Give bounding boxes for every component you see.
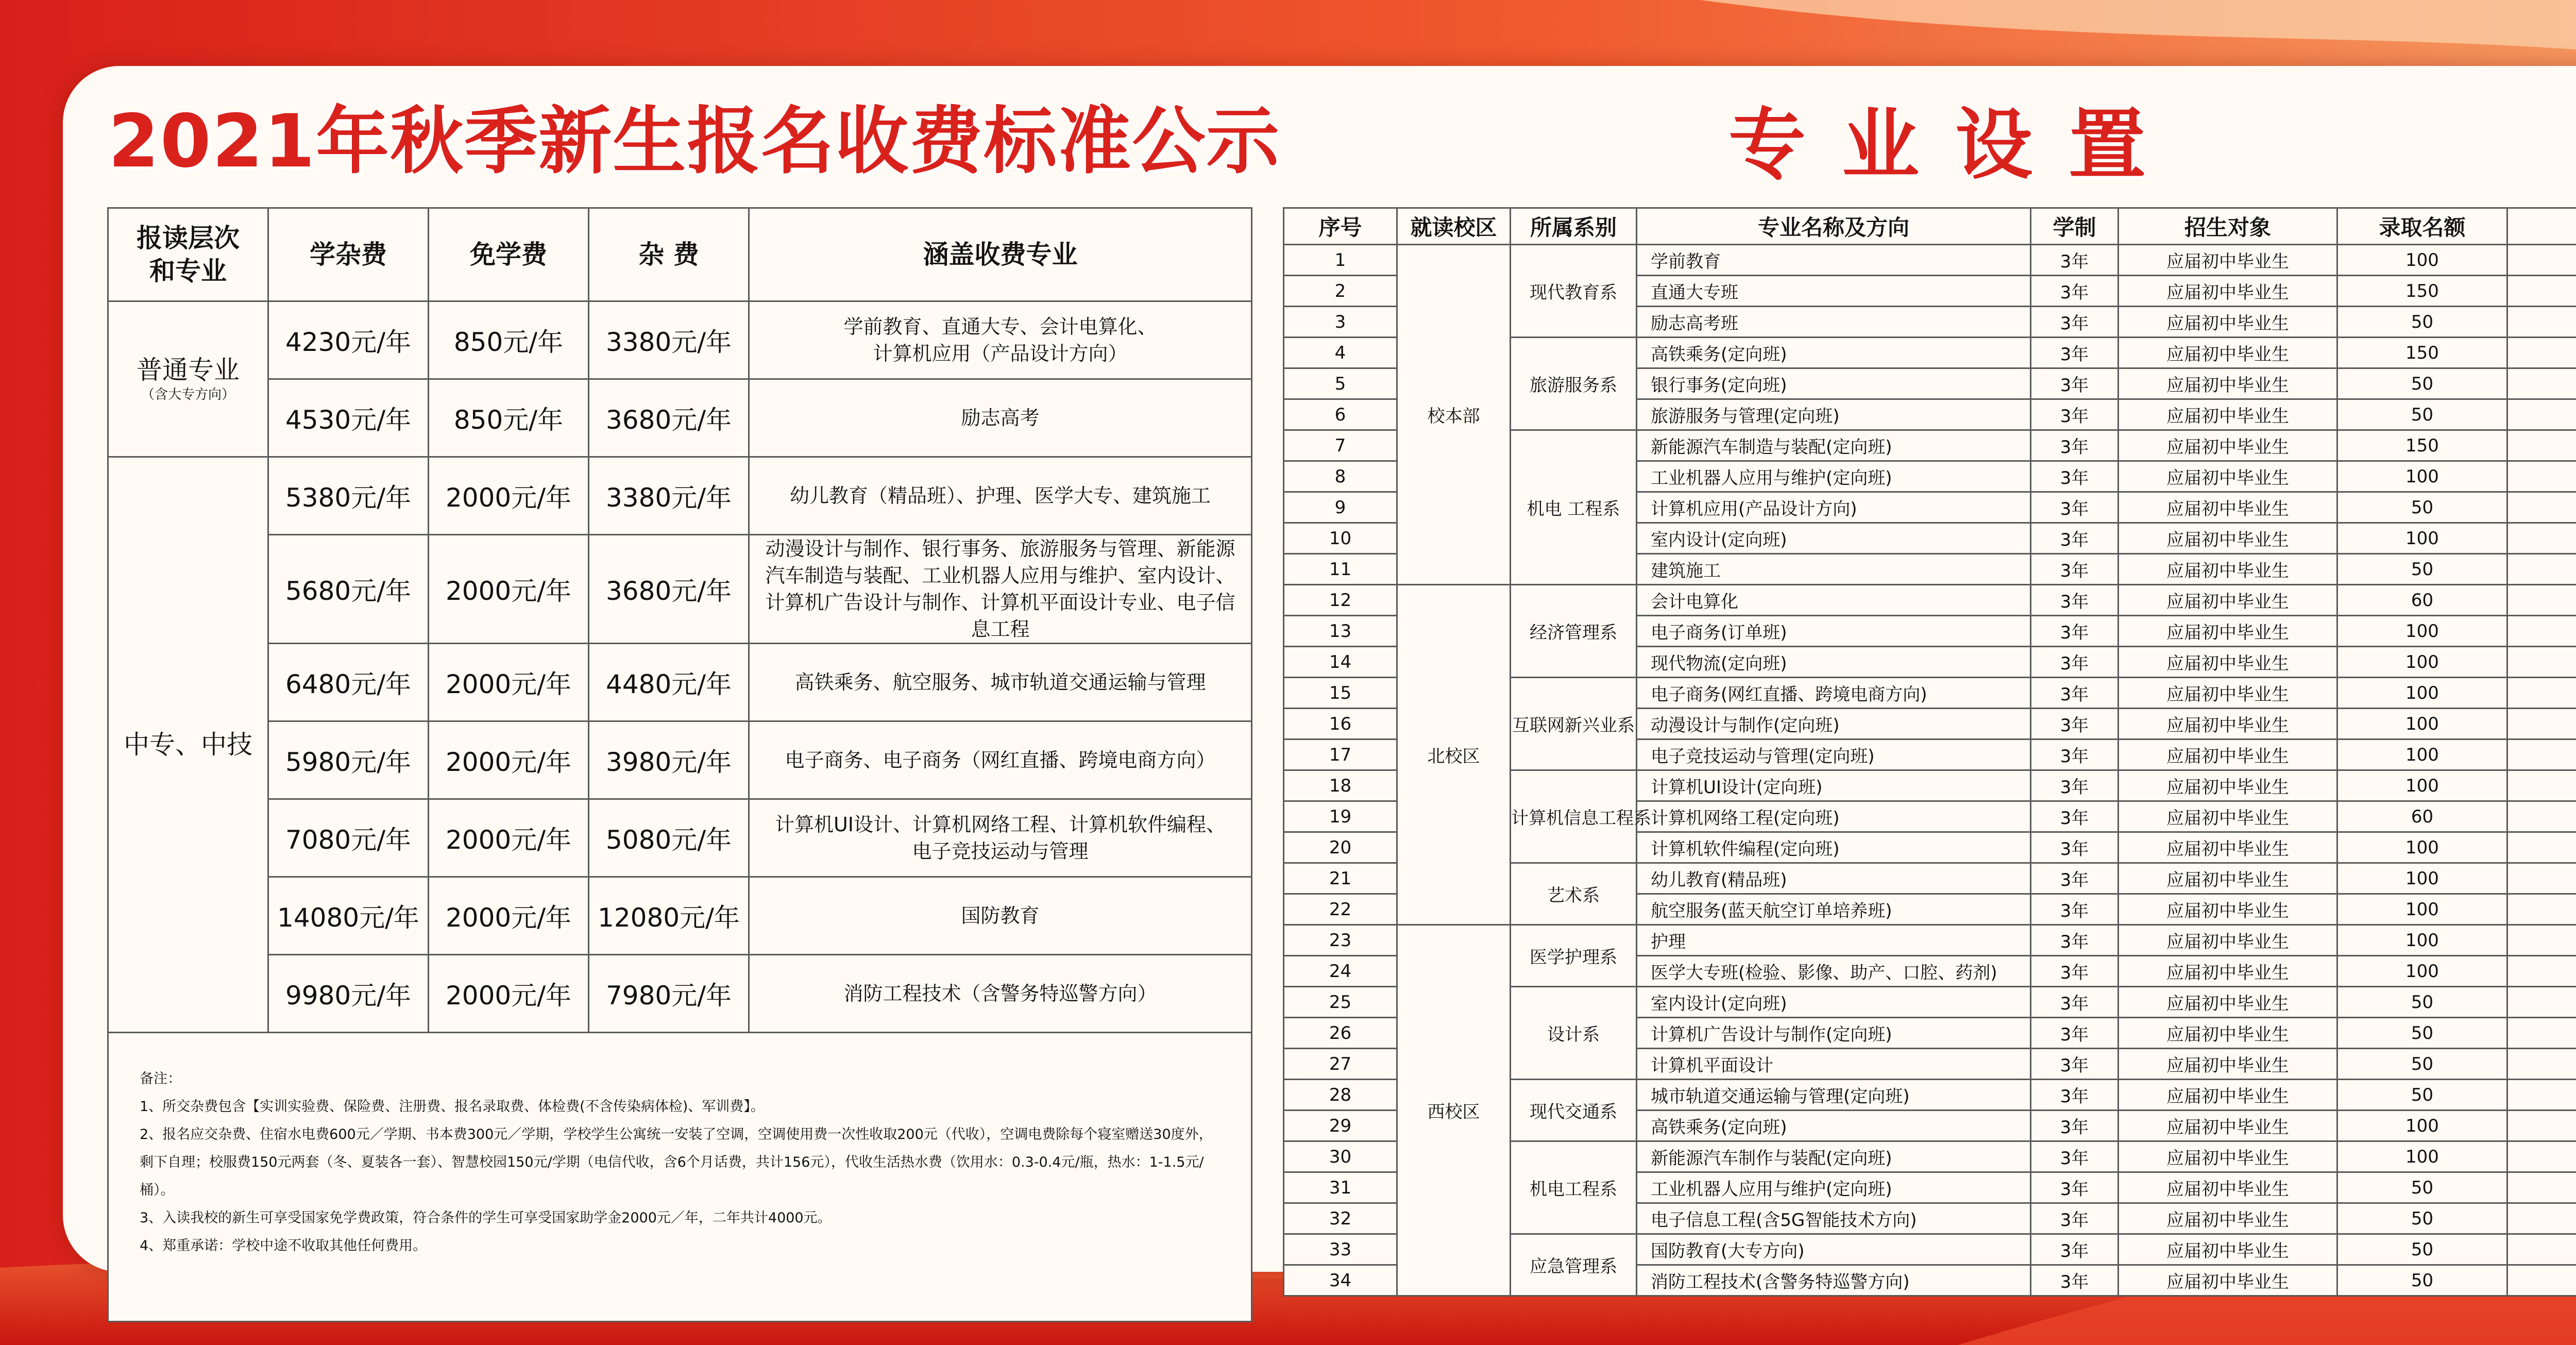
- major-name: 消防工程技术(含警务特巡警方向): [1637, 1265, 2031, 1296]
- major-no: 24: [1284, 956, 1397, 987]
- major-duration: 3年: [2031, 956, 2119, 987]
- fee-waiver: 2000元/年: [429, 457, 589, 535]
- fee-row: [108, 379, 1252, 457]
- major-quota: 60: [2337, 585, 2507, 616]
- major-duration: 3年: [2031, 276, 2119, 307]
- major-duration: 3年: [2031, 678, 2119, 709]
- major-target: 应届初中毕业生: [2119, 832, 2337, 863]
- major-target: 应届初中毕业生: [2119, 678, 2337, 709]
- fee-tuition: 4530元/年: [268, 379, 429, 457]
- fee-covered-majors: 消防工程技术（含警务特巡警方向）: [749, 955, 1252, 1033]
- fee-waiver: 850元/年: [429, 379, 589, 457]
- major-quota: 100: [2337, 523, 2507, 554]
- majors-table: [1283, 207, 2576, 1297]
- major-duration: 3年: [2031, 1080, 2119, 1111]
- major-target: 应届初中毕业生: [2119, 894, 2337, 925]
- major-quota: 50: [2337, 1203, 2507, 1234]
- fee-row: [108, 877, 1252, 955]
- major-duration: 3年: [2031, 1265, 2119, 1296]
- major-target: 应届初中毕业生: [2119, 338, 2337, 368]
- majors-header-campus: 就读校区: [1397, 208, 1511, 245]
- major-no: 19: [1284, 801, 1397, 832]
- major-min-score: [2507, 956, 2576, 987]
- major-target: 应届初中毕业生: [2119, 461, 2337, 492]
- major-name: 银行事务(定向班): [1637, 368, 2031, 399]
- campus-cell: 校本部: [1397, 245, 1511, 585]
- major-target: 应届初中毕业生: [2119, 1111, 2337, 1141]
- major-quota: 150: [2337, 338, 2507, 368]
- major-min-score: [2507, 523, 2576, 554]
- major-name: 计算机网络工程(定向班): [1637, 801, 2031, 832]
- campus-cell: 西校区: [1397, 925, 1511, 1296]
- fee-tuition: 4230元/年: [268, 301, 429, 379]
- major-no: 7: [1284, 430, 1397, 461]
- major-quota: 50: [2337, 399, 2507, 430]
- major-no: 22: [1284, 894, 1397, 925]
- major-target: 应届初中毕业生: [2119, 523, 2337, 554]
- major-row: [1284, 245, 2576, 276]
- major-target: 应届初中毕业生: [2119, 1049, 2337, 1080]
- fee-title: 2021年秋季新生报名收费标准公示: [108, 99, 1281, 184]
- major-no: 11: [1284, 554, 1397, 585]
- major-no: 34: [1284, 1265, 1397, 1296]
- fee-misc: 7980元/年: [589, 955, 749, 1033]
- major-target: 应届初中毕业生: [2119, 554, 2337, 585]
- major-target: 应届初中毕业生: [2119, 1234, 2337, 1265]
- fee-level-regular-label: 普通专业: [137, 355, 240, 385]
- department-cell: 医学护理系: [1511, 925, 1637, 987]
- major-no: 27: [1284, 1049, 1397, 1080]
- major-quota: 100: [2337, 770, 2507, 801]
- fee-level-secondary: 中专、中技: [108, 457, 268, 1033]
- major-no: 32: [1284, 1203, 1397, 1234]
- major-target: 应届初中毕业生: [2119, 709, 2337, 739]
- major-min-score: [2507, 430, 2576, 461]
- major-quota: 50: [2337, 1080, 2507, 1111]
- major-min-score: [2507, 801, 2576, 832]
- fee-misc: 3680元/年: [589, 379, 749, 457]
- fee-covered-majors: 幼儿教育（精品班）、护理、医学大专、建筑施工: [749, 457, 1252, 535]
- fee-covered-majors: 电子商务、电子商务（网红直播、跨境电商方向）: [749, 721, 1252, 799]
- major-target: 应届初中毕业生: [2119, 492, 2337, 523]
- major-no: 20: [1284, 832, 1397, 863]
- fee-row: [108, 535, 1252, 644]
- major-target: 应届初中毕业生: [2119, 1141, 2337, 1172]
- major-no: 28: [1284, 1080, 1397, 1111]
- major-name: 高铁乘务(定向班): [1637, 1111, 2031, 1141]
- major-no: 14: [1284, 647, 1397, 678]
- major-duration: 3年: [2031, 307, 2119, 338]
- fee-misc: 3680元/年: [589, 535, 749, 644]
- major-no: 17: [1284, 739, 1397, 770]
- major-no: 25: [1284, 987, 1397, 1018]
- major-duration: 3年: [2031, 492, 2119, 523]
- fee-row: [108, 799, 1252, 877]
- major-duration: 3年: [2031, 987, 2119, 1018]
- major-min-score: [2507, 338, 2576, 368]
- major-no: 10: [1284, 523, 1397, 554]
- major-no: 30: [1284, 1141, 1397, 1172]
- major-quota: 50: [2337, 492, 2507, 523]
- major-duration: 3年: [2031, 739, 2119, 770]
- major-duration: 3年: [2031, 1203, 2119, 1234]
- major-name: 电子竞技运动与管理(定向班): [1637, 739, 2031, 770]
- majors-header-target: 招生对象: [2119, 208, 2337, 245]
- major-name: 旅游服务与管理(定向班): [1637, 399, 2031, 430]
- major-no: 2: [1284, 276, 1397, 307]
- major-no: 18: [1284, 770, 1397, 801]
- major-name: 直通大专班: [1637, 276, 2031, 307]
- major-name: 计算机应用(产品设计方向): [1637, 492, 2031, 523]
- major-name: 工业机器人应用与维护(定向班): [1637, 461, 2031, 492]
- major-target: 应届初中毕业生: [2119, 1018, 2337, 1049]
- fee-header-tuition: 学杂费: [268, 208, 429, 301]
- major-target: 应届初中毕业生: [2119, 801, 2337, 832]
- major-no: 12: [1284, 585, 1397, 616]
- major-target: 应届初中毕业生: [2119, 399, 2337, 430]
- major-quota: 50: [2337, 1265, 2507, 1296]
- major-name: 医学大专班(检验、影像、助产、口腔、药剂): [1637, 956, 2031, 987]
- major-no: 29: [1284, 1111, 1397, 1141]
- major-quota: 50: [2337, 1018, 2507, 1049]
- fee-header-waiver: 免学费: [429, 208, 589, 301]
- fee-misc: 5080元/年: [589, 799, 749, 877]
- major-quota: 100: [2337, 925, 2507, 956]
- major-target: 应届初中毕业生: [2119, 616, 2337, 647]
- major-quota: 60: [2337, 801, 2507, 832]
- fee-waiver: 850元/年: [429, 301, 589, 379]
- department-cell: 现代交通系: [1511, 1080, 1637, 1141]
- major-duration: 3年: [2031, 801, 2119, 832]
- fee-header-row: [108, 208, 1252, 301]
- major-target: 应届初中毕业生: [2119, 956, 2337, 987]
- major-min-score: [2507, 770, 2576, 801]
- major-quota: 50: [2337, 554, 2507, 585]
- major-min-score: [2507, 1111, 2576, 1141]
- major-name: 幼儿教育(精品班): [1637, 863, 2031, 894]
- major-name: 计算机UI设计(定向班): [1637, 770, 2031, 801]
- department-cell: 互联网新兴业系: [1511, 678, 1637, 770]
- fee-notes-title: 备注：: [140, 1071, 181, 1087]
- majors-header-no: 序号: [1284, 208, 1397, 245]
- fee-tuition: 6480元/年: [268, 644, 429, 721]
- major-target: 应届初中毕业生: [2119, 925, 2337, 956]
- department-cell: 经济管理系: [1511, 585, 1637, 678]
- majors-header-quota: 录取名额: [2337, 208, 2507, 245]
- fee-covered-majors: 国防教育: [749, 877, 1252, 955]
- major-min-score: [2507, 368, 2576, 399]
- major-quota: 100: [2337, 739, 2507, 770]
- fee-note-item: 2、报名应交杂费、住宿水电费600元／学期、书本费300元／学期，学校学生公寓统一安装了空调，空调使用费一次性收取200元（代收），空调电费除每个寝室赠送30度外，剩下自理；校服费150元两套（冬、夏装各一套）、智慧校园150元/学期（电信代收，含6个月话费，共计156元），代收生活热水费（饮用水：0.3-0.4元/瓶，热水：1-1.5元/桶）。: [140, 1127, 1213, 1198]
- fee-covered-majors: 动漫设计与制作、银行事务、旅游服务与管理、新能源汽车制造与装配、工业机器人应用与维护、室内设计、计算机广告设计与制作、计算机平面设计专业、电子信息工程: [749, 535, 1252, 644]
- major-no: 4: [1284, 338, 1397, 368]
- major-duration: 3年: [2031, 832, 2119, 863]
- major-no: 26: [1284, 1018, 1397, 1049]
- major-duration: 3年: [2031, 894, 2119, 925]
- fee-row: [108, 457, 1252, 535]
- major-min-score: [2507, 1265, 2576, 1296]
- major-quota: 100: [2337, 678, 2507, 709]
- fee-misc: 4480元/年: [589, 644, 749, 721]
- major-name: 城市轨道交通运输与管理(定向班): [1637, 1080, 2031, 1111]
- major-name: 励志高考班: [1637, 307, 2031, 338]
- fee-waiver: 2000元/年: [429, 955, 589, 1033]
- major-name: 航空服务(蓝天航空订单培养班): [1637, 894, 2031, 925]
- major-duration: 3年: [2031, 430, 2119, 461]
- major-duration: 3年: [2031, 523, 2119, 554]
- fee-level-regular: [108, 301, 268, 457]
- major-min-score: [2507, 863, 2576, 894]
- fee-waiver: 2000元/年: [429, 721, 589, 799]
- major-target: 应届初中毕业生: [2119, 1080, 2337, 1111]
- major-quota: 100: [2337, 616, 2507, 647]
- major-min-score: [2507, 399, 2576, 430]
- major-quota: 50: [2337, 1049, 2507, 1080]
- major-target: 应届初中毕业生: [2119, 1172, 2337, 1203]
- major-target: 应届初中毕业生: [2119, 585, 2337, 616]
- major-min-score: [2507, 554, 2576, 585]
- major-name: 国防教育(大专方向): [1637, 1234, 2031, 1265]
- fee-table: [107, 207, 1252, 1322]
- major-no: 5: [1284, 368, 1397, 399]
- major-name: 新能源汽车制造与装配(定向班): [1637, 430, 2031, 461]
- fee-covered-majors: 高铁乘务、航空服务、城市轨道交通运输与管理: [749, 644, 1252, 721]
- major-quota: 50: [2337, 368, 2507, 399]
- fee-tuition: 5680元/年: [268, 535, 429, 644]
- major-duration: 3年: [2031, 368, 2119, 399]
- major-duration: 3年: [2031, 461, 2119, 492]
- major-min-score: [2507, 492, 2576, 523]
- major-name: 室内设计(定向班): [1637, 987, 2031, 1018]
- major-no: 15: [1284, 678, 1397, 709]
- major-quota: 150: [2337, 276, 2507, 307]
- fee-note-item: 1、所交杂费包含【实训实验费、保险费、注册费、报名录取费、体检费(不含传染病体检)、军训费】。: [140, 1099, 765, 1115]
- major-min-score: [2507, 1172, 2576, 1203]
- major-min-score: [2507, 894, 2576, 925]
- fee-row: [108, 955, 1252, 1033]
- major-name: 学前教育: [1637, 245, 2031, 276]
- major-name: 建筑施工: [1637, 554, 2031, 585]
- major-name: 电子商务(网红直播、跨境电商方向): [1637, 678, 2031, 709]
- major-no: 13: [1284, 616, 1397, 647]
- major-quota: 100: [2337, 894, 2507, 925]
- major-target: 应届初中毕业生: [2119, 430, 2337, 461]
- major-min-score: [2507, 709, 2576, 739]
- major-min-score: [2507, 245, 2576, 276]
- major-name: 电子商务(订单班): [1637, 616, 2031, 647]
- major-duration: 3年: [2031, 647, 2119, 678]
- major-quota: 100: [2337, 461, 2507, 492]
- major-duration: 3年: [2031, 1018, 2119, 1049]
- fee-misc: 12080元/年: [589, 877, 749, 955]
- major-quota: 50: [2337, 1234, 2507, 1265]
- major-name: 室内设计(定向班): [1637, 523, 2031, 554]
- department-cell: 设计系: [1511, 987, 1637, 1080]
- major-duration: 3年: [2031, 925, 2119, 956]
- fee-covered-majors: 励志高考: [749, 379, 1252, 457]
- department-cell: 机电 工程系: [1511, 430, 1637, 585]
- major-duration: 3年: [2031, 338, 2119, 368]
- department-cell: 现代教育系: [1511, 245, 1637, 338]
- major-duration: 3年: [2031, 1141, 2119, 1172]
- fee-misc: 3980元/年: [589, 721, 749, 799]
- major-min-score: [2507, 307, 2576, 338]
- majors-header-major: 专业名称及方向: [1637, 208, 2031, 245]
- major-no: 23: [1284, 925, 1397, 956]
- major-no: 31: [1284, 1172, 1397, 1203]
- fee-row: [108, 301, 1252, 379]
- major-no: 8: [1284, 461, 1397, 492]
- major-duration: 3年: [2031, 1172, 2119, 1203]
- major-target: 应届初中毕业生: [2119, 307, 2337, 338]
- major-name: 高铁乘务(定向班): [1637, 338, 2031, 368]
- major-duration: 3年: [2031, 1234, 2119, 1265]
- major-row: [1284, 925, 2576, 956]
- major-duration: 3年: [2031, 1049, 2119, 1080]
- major-name: 电子信息工程(含5G智能技术方向): [1637, 1203, 2031, 1234]
- major-min-score: [2507, 678, 2576, 709]
- major-min-score: [2507, 647, 2576, 678]
- major-min-score: [2507, 461, 2576, 492]
- major-no: 16: [1284, 709, 1397, 739]
- fee-waiver: 2000元/年: [429, 799, 589, 877]
- major-min-score: [2507, 1203, 2576, 1234]
- fee-waiver: 2000元/年: [429, 535, 589, 644]
- major-duration: 3年: [2031, 770, 2119, 801]
- major-min-score: [2507, 1234, 2576, 1265]
- fee-misc: 3380元/年: [589, 301, 749, 379]
- major-min-score: [2507, 925, 2576, 956]
- fee-note-item: 4、郑重承诺：学校中途不收取其他任何费用。: [140, 1238, 427, 1254]
- major-duration: 3年: [2031, 1111, 2119, 1141]
- major-target: 应届初中毕业生: [2119, 1203, 2337, 1234]
- major-min-score: [2507, 832, 2576, 863]
- department-cell: 计算机信息工程系: [1511, 770, 1637, 863]
- department-cell: 艺术系: [1511, 863, 1637, 925]
- major-quota: 50: [2337, 1172, 2507, 1203]
- department-cell: 机电工程系: [1511, 1141, 1637, 1234]
- major-no: 9: [1284, 492, 1397, 523]
- major-min-score: [2507, 987, 2576, 1018]
- major-min-score: [2507, 585, 2576, 616]
- major-name: 护理: [1637, 925, 2031, 956]
- major-min-score: [2507, 1049, 2576, 1080]
- major-name: 现代物流(定向班): [1637, 647, 2031, 678]
- fee-row: [108, 644, 1252, 721]
- major-duration: 3年: [2031, 616, 2119, 647]
- major-target: 应届初中毕业生: [2119, 770, 2337, 801]
- major-quota: 150: [2337, 430, 2507, 461]
- majors-header-duration: 学制: [2031, 208, 2119, 245]
- fee-header-level: 报读层次 和专业: [108, 208, 268, 301]
- major-name: 计算机软件编程(定向班): [1637, 832, 2031, 863]
- major-row: [1284, 585, 2576, 616]
- major-target: 应届初中毕业生: [2119, 368, 2337, 399]
- major-no: 6: [1284, 399, 1397, 430]
- fee-header-misc: 杂 费: [589, 208, 749, 301]
- major-quota: 100: [2337, 1141, 2507, 1172]
- major-target: 应届初中毕业生: [2119, 1265, 2337, 1296]
- fee-tuition: 14080元/年: [268, 877, 429, 955]
- fee-tuition: 7080元/年: [268, 799, 429, 877]
- major-name: 动漫设计与制作(定向班): [1637, 709, 2031, 739]
- major-quota: 100: [2337, 832, 2507, 863]
- department-cell: 应急管理系: [1511, 1234, 1637, 1296]
- fee-tuition: 5980元/年: [268, 721, 429, 799]
- major-min-score: [2507, 276, 2576, 307]
- fee-covered-majors: 计算机UI设计、计算机网络工程、计算机软件编程、 电子竞技运动与管理: [749, 799, 1252, 877]
- major-quota: 100: [2337, 863, 2507, 894]
- fee-row: [108, 721, 1252, 799]
- major-duration: 3年: [2031, 863, 2119, 894]
- major-name: 计算机广告设计与制作(定向班): [1637, 1018, 2031, 1049]
- fee-tuition: 5380元/年: [268, 457, 429, 535]
- major-min-score: [2507, 1141, 2576, 1172]
- fee-waiver: 2000元/年: [429, 644, 589, 721]
- major-quota: 100: [2337, 709, 2507, 739]
- fee-tuition: 9980元/年: [268, 955, 429, 1033]
- fee-misc: 3380元/年: [589, 457, 749, 535]
- major-min-score: [2507, 1018, 2576, 1049]
- fee-level-regular-sub: （含大专方向）: [141, 386, 235, 402]
- majors-header-score: [2507, 208, 2576, 245]
- major-quota: 50: [2337, 307, 2507, 338]
- major-target: 应届初中毕业生: [2119, 987, 2337, 1018]
- department-cell: 旅游服务系: [1511, 338, 1637, 430]
- major-quota: 50: [2337, 987, 2507, 1018]
- major-name: 工业机器人应用与维护(定向班): [1637, 1172, 2031, 1203]
- major-min-score: [2507, 739, 2576, 770]
- fee-note-item: 3、入读我校的新生可享受国家免学费政策，符合条件的学生可享受国家助学金2000元／年，二年共计4000元。: [140, 1210, 832, 1226]
- majors-header-dept: 所属系别: [1511, 208, 1637, 245]
- fee-header-majors: 涵盖收费专业: [749, 208, 1252, 301]
- major-name: 计算机平面设计: [1637, 1049, 2031, 1080]
- major-no: 1: [1284, 245, 1397, 276]
- major-target: 应届初中毕业生: [2119, 739, 2337, 770]
- major-quota: 100: [2337, 245, 2507, 276]
- major-quota: 100: [2337, 1111, 2507, 1141]
- fee-notes-row: [108, 1033, 1252, 1322]
- major-duration: 3年: [2031, 585, 2119, 616]
- major-duration: 3年: [2031, 399, 2119, 430]
- major-target: 应届初中毕业生: [2119, 276, 2337, 307]
- majors-title: 专业设置: [1728, 100, 2182, 190]
- fee-covered-majors: 学前教育、直通大专、会计电算化、 计算机应用（产品设计方向）: [749, 301, 1252, 379]
- major-target: 应届初中毕业生: [2119, 863, 2337, 894]
- major-quota: 100: [2337, 956, 2507, 987]
- major-quota: 100: [2337, 647, 2507, 678]
- major-duration: 3年: [2031, 245, 2119, 276]
- major-name: 会计电算化: [1637, 585, 2031, 616]
- major-min-score: [2507, 1080, 2576, 1111]
- majors-header-row: [1284, 208, 2576, 245]
- major-target: 应届初中毕业生: [2119, 647, 2337, 678]
- major-target: 应届初中毕业生: [2119, 245, 2337, 276]
- major-no: 33: [1284, 1234, 1397, 1265]
- major-name: 新能源汽车制作与装配(定向班): [1637, 1141, 2031, 1172]
- fee-waiver: 2000元/年: [429, 877, 589, 955]
- major-duration: 3年: [2031, 709, 2119, 739]
- major-no: 3: [1284, 307, 1397, 338]
- campus-cell: 北校区: [1397, 585, 1511, 925]
- fee-notes: [108, 1033, 1252, 1322]
- major-duration: 3年: [2031, 554, 2119, 585]
- major-no: 21: [1284, 863, 1397, 894]
- major-min-score: [2507, 616, 2576, 647]
